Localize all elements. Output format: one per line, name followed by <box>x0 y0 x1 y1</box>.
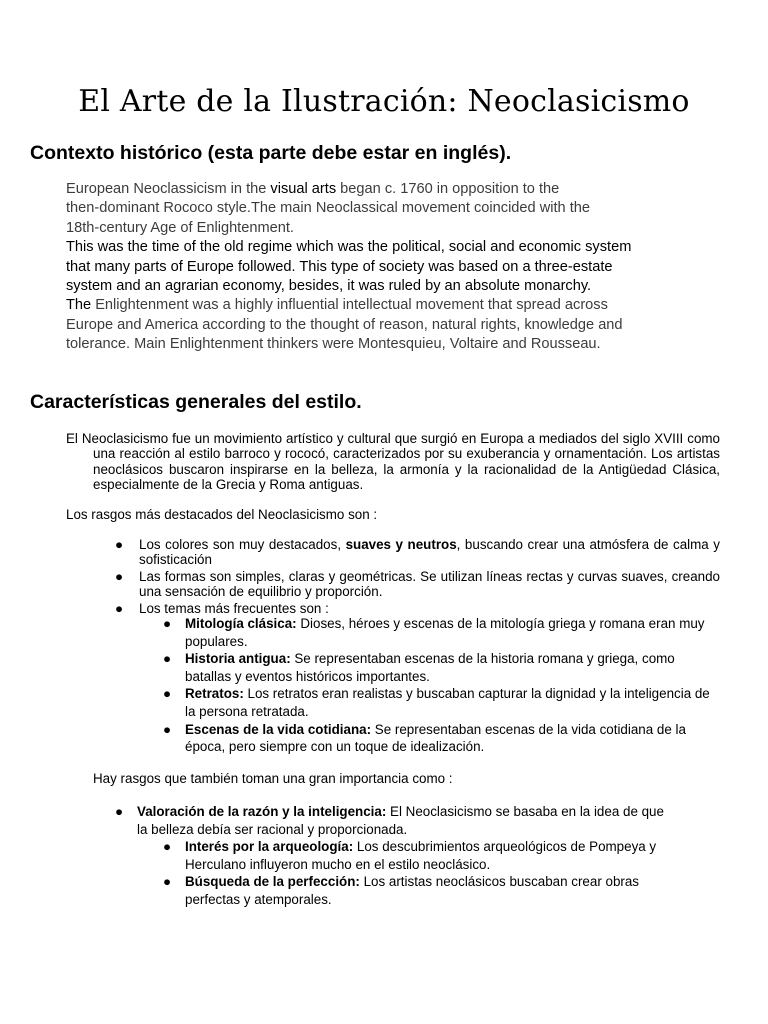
list-item <box>114 569 720 600</box>
text-span: Enlightenment was a highly influential intellectual movement that spread across <box>95 297 608 314</box>
hay-rasgos-text: Hay rasgos que también toman una gran importancia como : <box>93 771 453 786</box>
temas-list <box>162 615 722 756</box>
text-span: tolerance. Main Enlightenment thinkers were Montesquieu, Voltaire and Rousseau. <box>66 336 601 353</box>
list-item <box>162 650 722 685</box>
list-item-text: Dioses, héroes y escenas de la mitología griega y romana eran muy populares. <box>185 616 705 649</box>
list-item <box>114 537 720 568</box>
bullet-icon: ● <box>162 616 172 631</box>
list-item-bold: Historia antigua: <box>185 651 291 667</box>
list-item <box>162 721 722 756</box>
list-item <box>162 873 682 908</box>
text-span: system and an agrarian economy, besides, it was ruled by an absolute monarchy. <box>66 278 592 295</box>
list-item-bold: Búsqueda de la perfección: <box>185 874 360 890</box>
intro-paragraph: El Neoclasicismo fue un movimiento artístico y cultural que surgió en Europa a mediados del siglo XVIII como una reacción al estilo barroco y rococó, caracterizados por su exuberancia y ornamentación. Los artistas neoclásicos buscaron inspirarse en la belleza, la armonía y la racionalidad de la Antigüedad Clásica, especialmente de la Grecia y Roma antiguas. <box>66 431 720 493</box>
list-item-bold: suaves y neutros <box>345 537 457 552</box>
list-item-bold: Valoración de la razón y la inteligencia: <box>137 804 387 819</box>
list-item-text: Los artistas neoclásicos buscaban crear obras perfectas y atemporales. <box>185 874 639 907</box>
context-paragraph-2 <box>66 238 706 296</box>
list-item-text: El Neoclasicismo se basaba en la idea de que la belleza debía ser racional y proporcionada. <box>137 804 664 837</box>
list-item-text: , buscando crear una atmósfera de calma y sofisticación <box>139 537 720 568</box>
list-item <box>114 601 720 616</box>
text-span: Europe and America according to the thought of reason, natural rights, knowledge and <box>66 316 623 333</box>
context-paragraph-3 <box>66 296 706 354</box>
bullet-icon: ● <box>162 651 172 667</box>
context-paragraphs <box>66 180 706 355</box>
subimportantes-list <box>162 838 682 908</box>
list-item-text: Los colores son muy destacados, <box>139 537 346 552</box>
text-span: The <box>66 297 96 314</box>
bullet-icon: ● <box>162 839 172 854</box>
list-item <box>114 803 674 838</box>
rasgos-list <box>114 537 720 617</box>
list-item <box>162 838 682 873</box>
list-item-text: Las formas son simples, claras y geométricas. Se utilizan líneas rectas y curvas suaves, creando una sensación de equilibrio y proporción. <box>139 568 720 600</box>
text-span: This was the time of the old regime which was the political, social and economic system <box>66 239 632 256</box>
importantes-list <box>114 803 674 838</box>
list-item-text: Los temas más frecuentes son : <box>139 600 329 616</box>
bullet-icon: ● <box>162 721 172 737</box>
text-span: began c. 1760 in opposition to the <box>336 181 560 197</box>
bullet-icon: ● <box>114 600 124 616</box>
document-title: El Arte de la Ilustración: Neoclasicismo <box>78 84 690 119</box>
text-span: that many parts of Europe followed. This type of society was based on a three-estate <box>66 258 613 275</box>
list-item <box>162 685 722 720</box>
list-item-bold: Retratos: <box>185 686 244 702</box>
list-item-text: Los retratos eran realistas y buscaban capturar la dignidad y la inteligencia de la persona retratada. <box>185 686 710 719</box>
bullet-icon: ● <box>162 874 172 890</box>
text-span: European Neoclassicism in the <box>66 181 271 197</box>
list-item-bold: Escenas de la vida cotidiana: <box>185 721 372 737</box>
bullet-icon: ● <box>114 568 124 584</box>
bullet-icon: ● <box>162 686 172 702</box>
list-item-bold: Mitología clásica: <box>185 616 297 631</box>
list-item-bold: Interés por la arqueología: <box>185 839 354 854</box>
rasgos-intro: Los rasgos más destacados del Neoclasicismo son : <box>66 507 378 522</box>
context-paragraph-1 <box>66 180 706 238</box>
list-item-text: Se representaban escenas de la vida cotidiana de la época, pero siempre con un toque de idealización. <box>185 721 686 755</box>
list-item-text: Los descubrimientos arqueológicos de Pompeya y Herculano influyeron mucho en el estilo neoclásico. <box>185 839 657 872</box>
text-span: 18th-century Age of Enlightenment. <box>66 219 294 236</box>
bullet-icon: ● <box>114 804 124 819</box>
section-heading-characteristics: Características generales del estilo. <box>30 391 362 413</box>
text-span: then-dominant Rococo style.The main Neoclassical movement coincided with the <box>66 200 591 217</box>
section-heading-context: Contexto histórico (esta parte debe estar en inglés). <box>30 142 512 164</box>
text-span: visual arts <box>270 181 337 197</box>
list-item <box>162 615 722 650</box>
list-item-text: Se representaban escenas de la historia romana y griega, como batallas y eventos históricos importantes. <box>185 651 675 684</box>
bullet-icon: ● <box>114 537 124 552</box>
